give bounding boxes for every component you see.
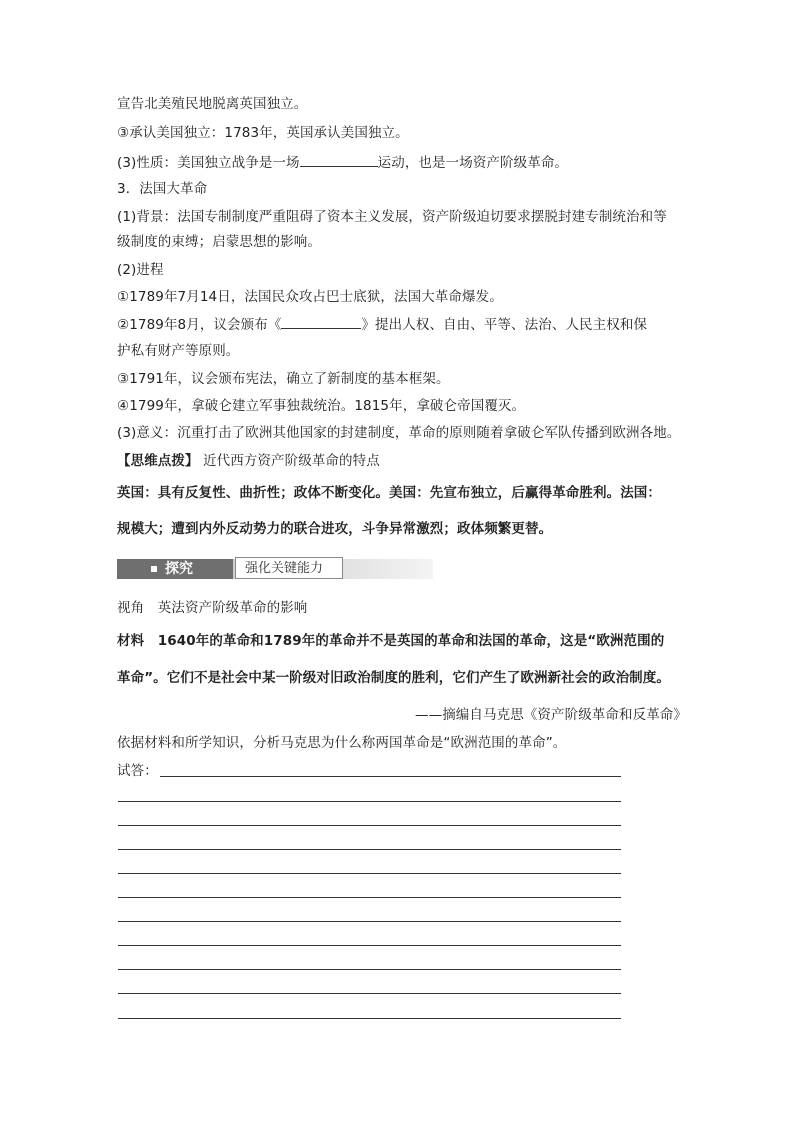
text-line [117,153,687,172]
square-bullet-icon [151,566,157,572]
tip-paragraph: 英国：具有反复性、曲折性；政体不断变化。美国：先宣布独立，后赢得革命胜利。法国： [117,485,661,501]
text-segment: (3)性质：美国独立战争是一场 [117,155,300,171]
thinking-tip-heading [117,452,687,470]
answer-label: 试答： [117,763,158,779]
text-line: ③1791年，议会颁布宪法，确立了新制度的基本框架。 [117,371,450,387]
fill-in-blank[interactable] [281,315,361,329]
text-line: (2)进程 [117,262,164,278]
section-banner [117,556,433,582]
tip-paragraph: 规模大；遭到内外反动势力的联合进攻，斗争异常激烈；政体频繁更替。 [117,521,553,537]
material-source: ——摘编自马克思《资产阶级革命和反革命》 [415,707,687,723]
answer-line[interactable] [118,825,621,826]
text-segment: 》提出人权、自由、平等、法治、人民主权和保 [361,317,648,333]
text-line: ①1789年7月14日，法国民众攻占巴士底狱，法国大革命爆发。 [117,289,503,305]
text-line: (3)意义：沉重打击了欧洲其他国家的封建制度，革命的原则随着拿破仑军队传播到欧洲各地。 [117,425,681,441]
answer-line[interactable] [118,1018,621,1019]
text-line: ③承认美国独立：1783年，英国承认美国独立。 [117,125,409,141]
answer-line[interactable] [118,945,621,946]
answer-line[interactable] [118,849,621,850]
answer-line[interactable] [118,993,621,994]
answer-line[interactable] [118,897,621,898]
banner-title: 探究 [165,561,193,577]
answer-line[interactable] [160,776,621,777]
text-line: 宣告北美殖民地脱离英国独立。 [117,96,308,112]
answer-line[interactable] [118,921,621,922]
inquiry-angle: 视角 英法资产阶级革命的影响 [117,600,308,616]
text-segment: 运动，也是一场资产阶级革命。 [377,155,569,171]
answer-line[interactable] [118,969,621,970]
fill-in-blank[interactable] [300,153,378,167]
text-line: ④1799年，拿破仑建立军事独裁统治。1815年，拿破仑帝国覆灭。 [117,398,526,414]
question-text: 依据材料和所学知识，分析马克思为什么称两国革命是“欧洲范围的革命”。 [117,735,567,751]
text-line: 级制度的束缚；启蒙思想的影响。 [117,234,321,250]
answer-line[interactable] [118,801,621,802]
text-segment: ②1789年8月，议会颁布《 [117,317,282,333]
text-line: (1)背景：法国专制制度严重阻碍了资本主义发展，资产阶级迫切要求摆脱封建专制统治和等 [117,209,667,225]
material-text: 材料 1640年的革命和1789年的革命并不是英国的革命和法国的革命，这是“欧洲范围的 [117,633,665,649]
tip-title: 近代西方资产阶级革命的特点 [203,453,380,469]
text-line [117,315,687,334]
material-text: 革命”。它们不是社会中某一阶级对旧政治制度的胜利，它们产生了欧洲新社会的政治制度。 [117,670,670,686]
section-heading: 3．法国大革命 [117,181,208,197]
text-line: 护私有财产等原则。 [117,343,240,359]
tip-label: 【思维点拨】 [117,453,199,469]
answer-line[interactable] [118,873,621,874]
banner-subtitle: 强化关键能力 [245,561,324,576]
